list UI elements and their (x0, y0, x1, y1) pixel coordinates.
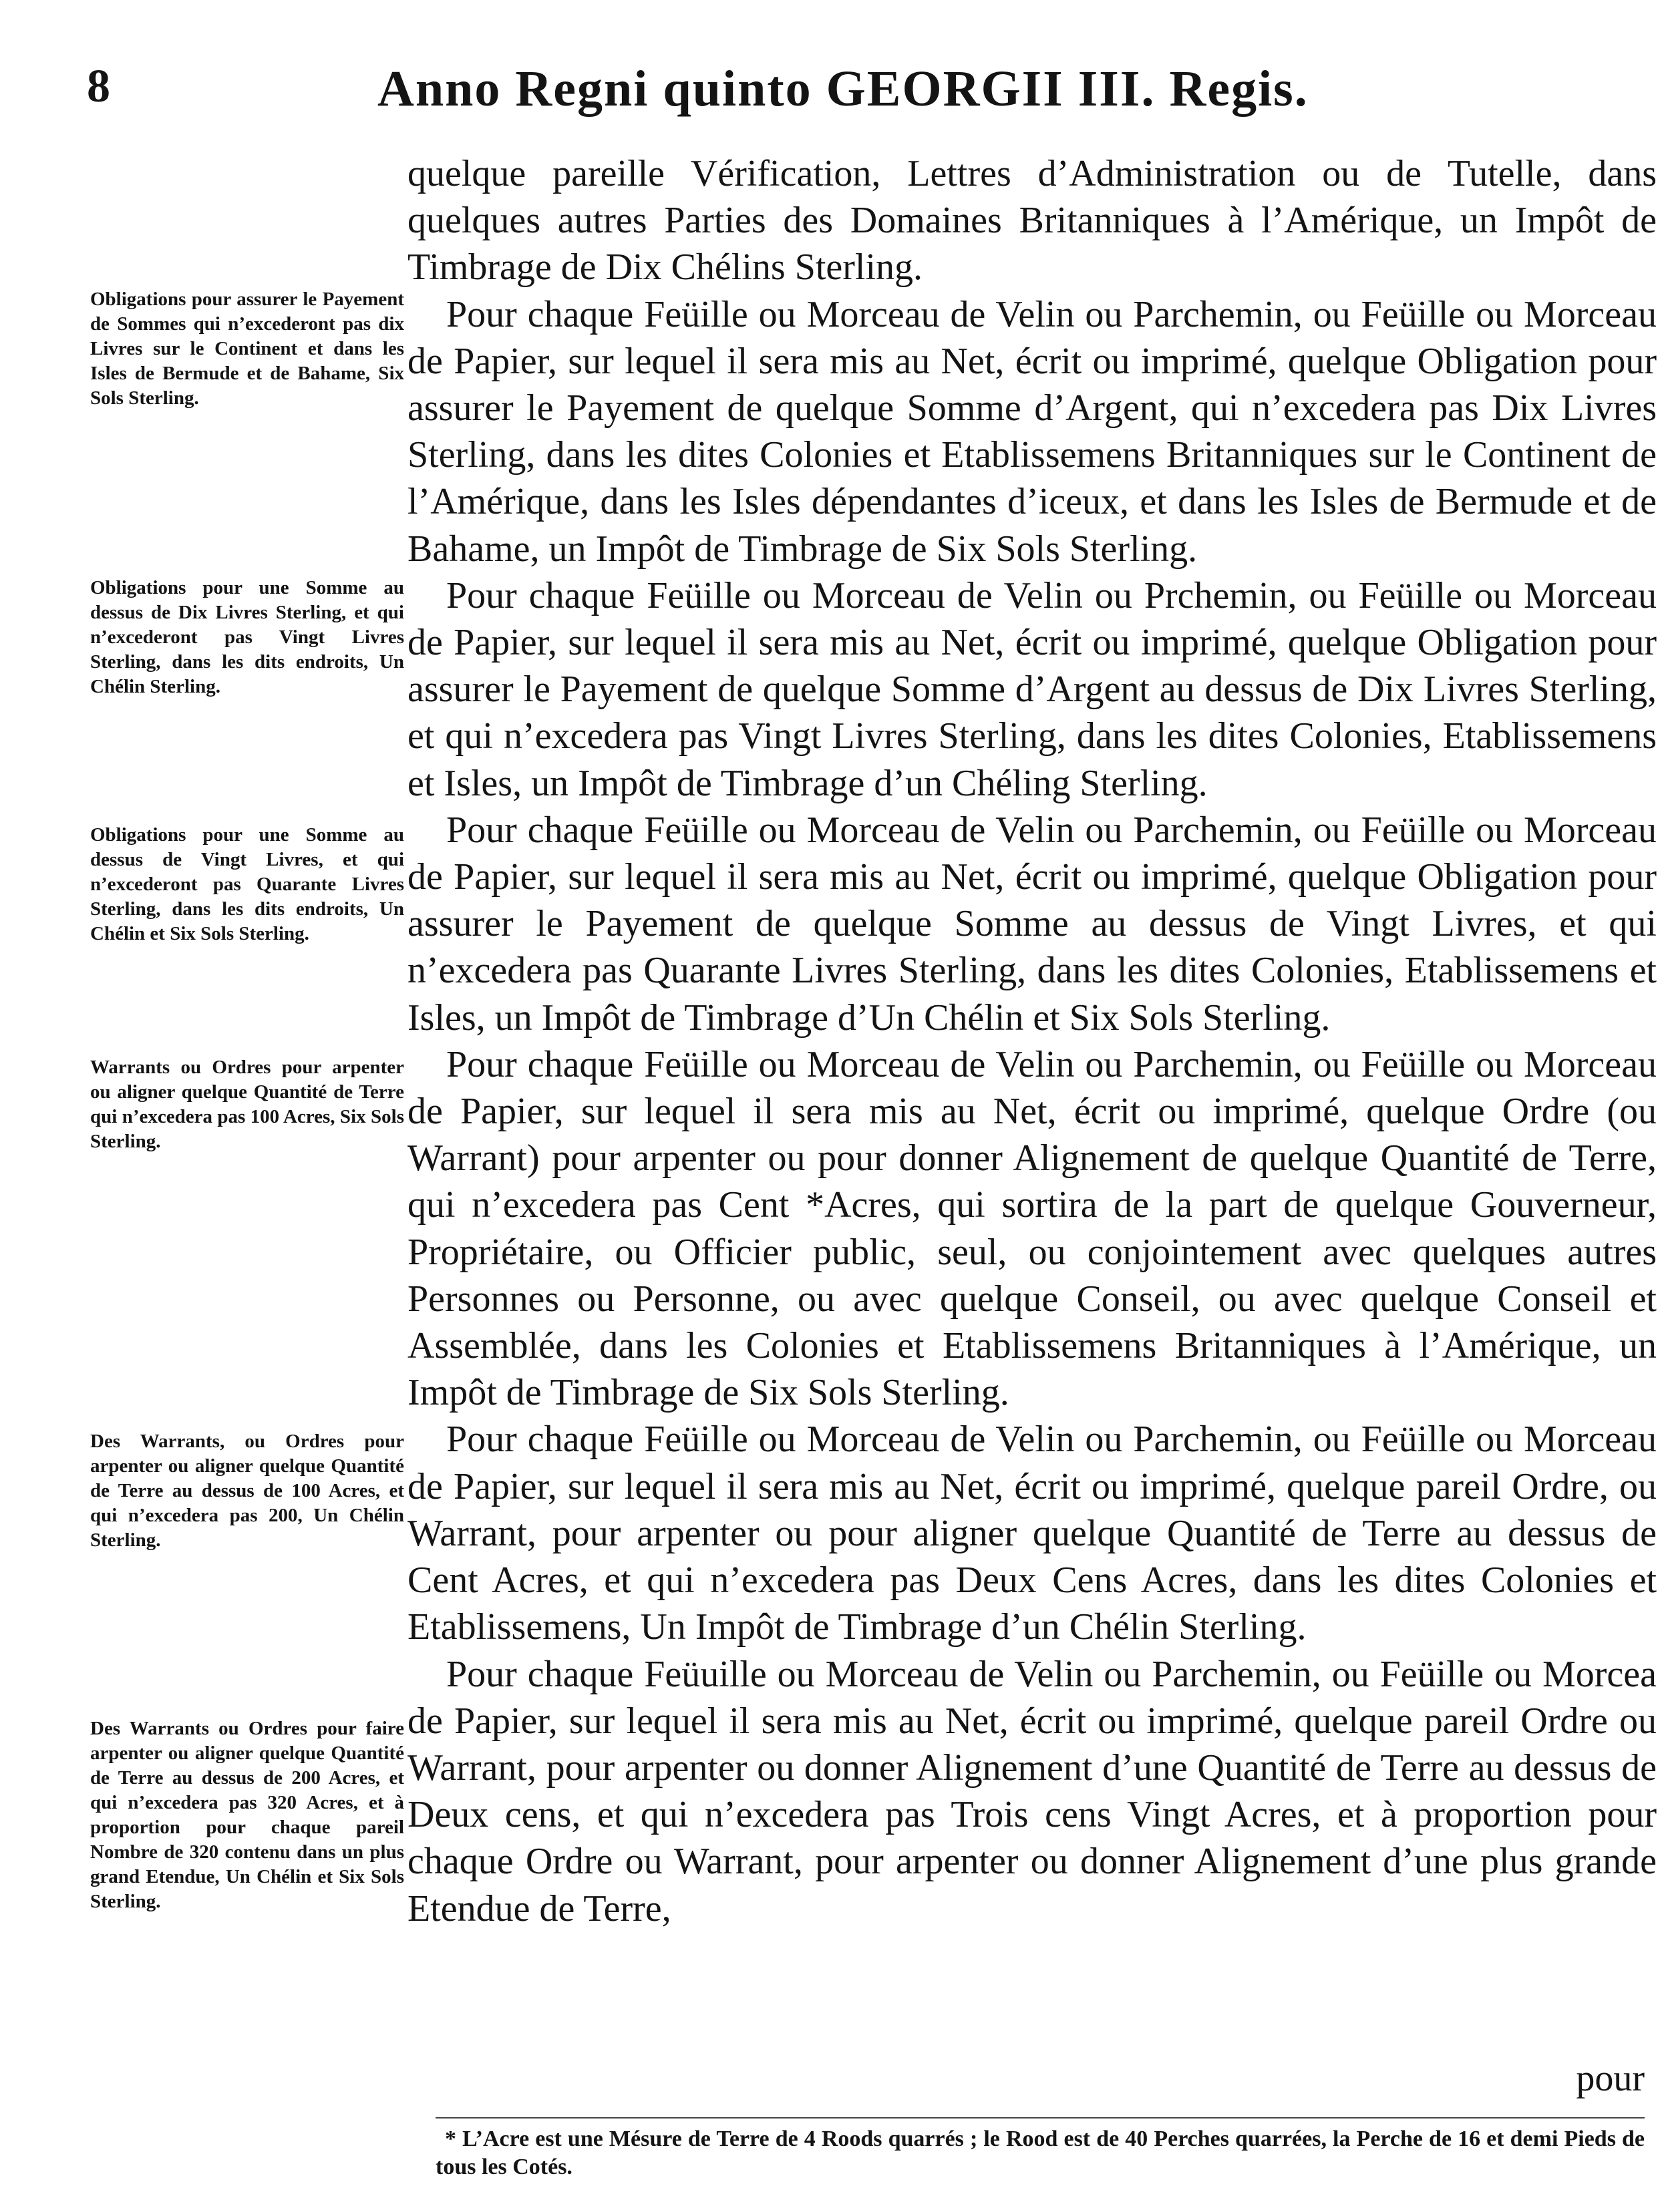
paragraph: Pour chaque Feüille ou Morceau de Velin ou Parchemin, ou Feüille ou Morceau de Papier, sur lequel il sera mis au Net, écrit ou imprimé, quelque Obligation pour assurer le Payement de quelque Somme au dessus de Vingt Livres, et qui n’excedera pas Quarante Livres Sterling, dans les dites Colonies, Etablissemens et Isles, un Impôt de Timbrage d’Un Chélin et Six Sols Sterling. (407, 809, 1657, 1039)
paragraph: Pour chaque Feüille ou Morceau de Velin ou Parchemin, ou Feüille ou Morceau de Papier, sur lequel il sera mis au Net, écrit ou imprimé, quelque Ordre (ou Warrant) pour arpenter ou pour donner Alignement de quelque Quantité de Terre, qui n’excedera pas Cent *Acres, qui sortira de la part de quelque Gouverneur, Propriétaire, ou Officier public, seul, ou conjointement avec quelques autres Personnes ou Personne, ou avec quelque Conseil, ou avec quelque Conseil et Assemblée, dans les Colonies et Etablissemens Britanniques à l’Amérique, un Impôt de Timbrage de Six Sols Sterling. (407, 1043, 1657, 1414)
margin-note: Des Warrants ou Ordres pour faire arpenter ou aligner quelque Quantité de Terre au dessus de 200 Acres, et qui n’excedera pas 320 Acres, et à proportion pour chaque pareil Nombre de 320 contenu dans un plus grand Etendue, Un Chélin et Six Sols Sterling. (90, 1718, 404, 1912)
paragraph: Pour chaque Feüille ou Morceau de Velin ou Parchemin, ou Feüille ou Morceau de Papier, sur lequel il sera mis au Net, écrit ou imprimé, quelque pareil Ordre, ou Warrant, pour arpenter ou pour aligner quelque Quantité de Terre au dessus de Cent Acres, et qui n’excedera pas Deux Cens Acres, dans les dites Colonies et Etablissemens, Un Impôt de Timbrage d’un Chélin Sterling. (407, 1419, 1657, 1648)
margin-note: Des Warrants, ou Ordres pour arpenter ou aligner quelque Quantité de Terre au dessus de 100 Acres, et qui n’excedera pas 200, Un Chélin Sterling. (90, 1431, 404, 1551)
footnote: * L’Acre est une Mésure de Terre de 4 Roods quarrés ; le Rood est de 40 Perches quarrées, la Perche de 16 et demi Pieds de tous les Cotés. (436, 2127, 1645, 2179)
running-title: Anno Regni quinto GEORGII III. Regis. (377, 61, 1309, 117)
footnote-rule (436, 2117, 1645, 2118)
main-text (407, 150, 1657, 1932)
margin-note: Obligations pour une Somme au dessus de Vingt Livres, et qui n’excederont pas Quarante Livres Sterling, dans les dits endroits, Un Chélin et Six Sols Sterling. (90, 824, 404, 944)
margin-note: Obligations pour assurer le Payement de Sommes qui n’excederont pas dix Livres sur le Continent et dans les Isles de Bermude et de Bahame, Six Sols Sterling. (90, 289, 404, 409)
margin-note: Warrants ou Ordres pour arpenter ou aligner quelque Quantité de Terre qui n’excedera pas 100 Acres, Six Sols Sterling. (90, 1057, 404, 1152)
catchword: pour (1576, 2058, 1645, 2099)
paragraph: Pour chaque Feüille ou Morceau de Velin ou Prchemin, ou Feüille ou Morceau de Papier, sur lequel il sera mis au Net, écrit ou imprimé, quelque Obligation pour assurer le Payement de quelque Somme d’Argent au dessus de Dix Livres Sterling, et qui n’excedera pas Vingt Livres Sterling, dans les dites Colonies, Etablissemens et Isles, un Impôt de Timbrage d’un Chéling Sterling. (407, 574, 1657, 804)
paragraph: Pour chaque Feüuille ou Morceau de Velin ou Parchemin, ou Feüille ou Morcea de Papier, sur lequel il sera mis au Net, écrit ou imprimé, quelque pareil Ordre ou Warrant, pour arpenter ou donner Alignement d’une Quantité de Terre au dessus de Deux cens, et qui n’excedera pas Trois cens Vingt Acres, et à proportion pour chaque Ordre ou Warrant, pour arpenter ou donner Alignement d’une plus grande Etendue de Terre, (407, 1653, 1657, 1929)
paragraph: Pour chaque Feüille ou Morceau de Velin ou Parchemin, ou Feüille ou Morceau de Papier, sur lequel il sera mis au Net, écrit ou imprimé, quelque Obligation pour assurer le Payement de quelque Somme d’Argent, qui n’excedera pas Dix Livres Sterling, dans les dites Colonies et Etablissemens Britanniques sur le Continent de l’Amérique, dans les Isles dépendantes d’iceux, et dans les Isles de Bermude et de Bahame, un Impôt de Timbrage de Six Sols Sterling. (407, 293, 1657, 570)
paragraph: quelque pareille Vérification, Lettres d’Administration ou de Tutelle, dans quelques autres Parties des Domaines Britanniques à l’Amérique, un Impôt de Timbrage de Dix Chélins Sterling. (407, 153, 1657, 289)
margin-note: Obligations pour une Somme au dessus de Dix Livres Sterling, et qui n’excederont pas Vingt Livres Sterling, dans les dits endroits, Un Chélin Sterling. (90, 577, 404, 697)
page-number: 8 (87, 61, 110, 112)
